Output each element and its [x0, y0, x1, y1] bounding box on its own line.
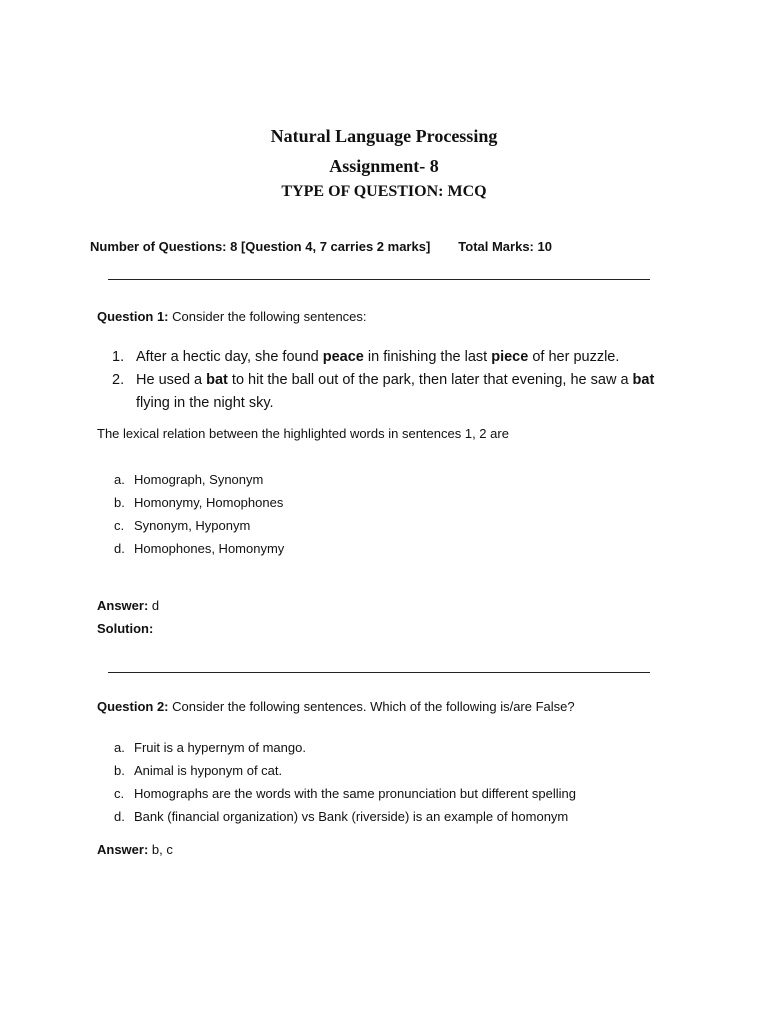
option-text: Homophones, Homonymy — [134, 541, 285, 556]
option-text: Fruit is a hypernym of mango. — [134, 740, 306, 755]
highlighted-word: peace — [322, 349, 364, 365]
question-1-prompt: Consider the following sentences: — [168, 309, 367, 324]
sentence-text: He used a — [136, 372, 207, 388]
sentence-item — [112, 369, 682, 415]
document-title: Natural Language Processing — [270, 126, 498, 146]
option-a — [112, 736, 576, 759]
option-text: Synonym, Hyponym — [134, 518, 251, 533]
option-d — [112, 805, 576, 828]
answer-label: Answer: — [97, 842, 149, 857]
option-text: Bank (financial organization) vs Bank (riverside) is an example of homonym — [134, 809, 569, 824]
answer-value: d — [148, 598, 160, 613]
sentence-text: in finishing the last — [363, 349, 492, 365]
sentence-text: After a hectic day, she found — [136, 349, 323, 365]
option-letter: a. — [114, 472, 125, 487]
sentence-text: of her puzzle. — [528, 349, 620, 365]
sentence-text: flying in the night sky. — [136, 395, 274, 411]
solution-label: Solution: — [97, 621, 154, 636]
question-2-heading — [97, 699, 575, 714]
question-1-heading — [97, 309, 367, 324]
question-1-relation-text: The lexical relation between the highlighted words in sentences 1, 2 are — [97, 426, 509, 441]
divider-top — [108, 279, 650, 280]
highlighted-word: bat — [206, 372, 228, 388]
question-type: TYPE OF QUESTION: MCQ — [281, 183, 487, 200]
question-1-answer — [97, 598, 159, 613]
option-c — [112, 514, 284, 537]
option-text: Homograph, Synonym — [134, 472, 264, 487]
number-of-questions: Number of Questions: 8 [Question 4, 7 carries 2 marks] — [90, 239, 431, 254]
question-1-options — [112, 468, 284, 560]
highlighted-word: piece — [491, 349, 529, 365]
assignment-meta — [90, 239, 552, 254]
option-a — [112, 468, 284, 491]
option-d — [112, 537, 284, 560]
option-letter: c. — [114, 786, 125, 801]
question-2-prompt: Consider the following sentences. Which of the following is/are False? — [168, 699, 575, 714]
option-b — [112, 759, 576, 782]
option-letter: b. — [114, 763, 125, 778]
question-1-sentences — [112, 346, 682, 415]
highlighted-word: bat — [632, 372, 655, 388]
option-text: Animal is hyponym of cat. — [134, 763, 283, 778]
sentence-item — [112, 346, 682, 369]
sentence-text: to hit the ball out of the park, then later that evening, he saw a — [227, 372, 633, 388]
question-1-label: Question 1: — [97, 309, 169, 324]
option-letter: d. — [114, 809, 125, 824]
option-c — [112, 782, 576, 805]
option-letter: d. — [114, 541, 125, 556]
sentence-number: 2. — [112, 372, 125, 388]
total-marks: Total Marks: 10 — [458, 239, 552, 254]
option-letter: b. — [114, 495, 125, 510]
question-1-solution — [97, 621, 153, 636]
question-2-options — [112, 736, 576, 828]
question-2-answer — [97, 842, 173, 857]
answer-value: b, c — [148, 842, 173, 857]
answer-label: Answer: — [97, 598, 149, 613]
option-b — [112, 491, 284, 514]
divider-middle — [108, 672, 650, 673]
assignment-subtitle: Assignment- 8 — [329, 156, 439, 176]
sentence-number: 1. — [112, 349, 125, 365]
option-letter: c. — [114, 518, 125, 533]
question-2-label: Question 2: — [97, 699, 169, 714]
option-text: Homonymy, Homophones — [134, 495, 284, 510]
option-text: Homographs are the words with the same pronunciation but different spelling — [134, 786, 577, 801]
option-letter: a. — [114, 740, 125, 755]
